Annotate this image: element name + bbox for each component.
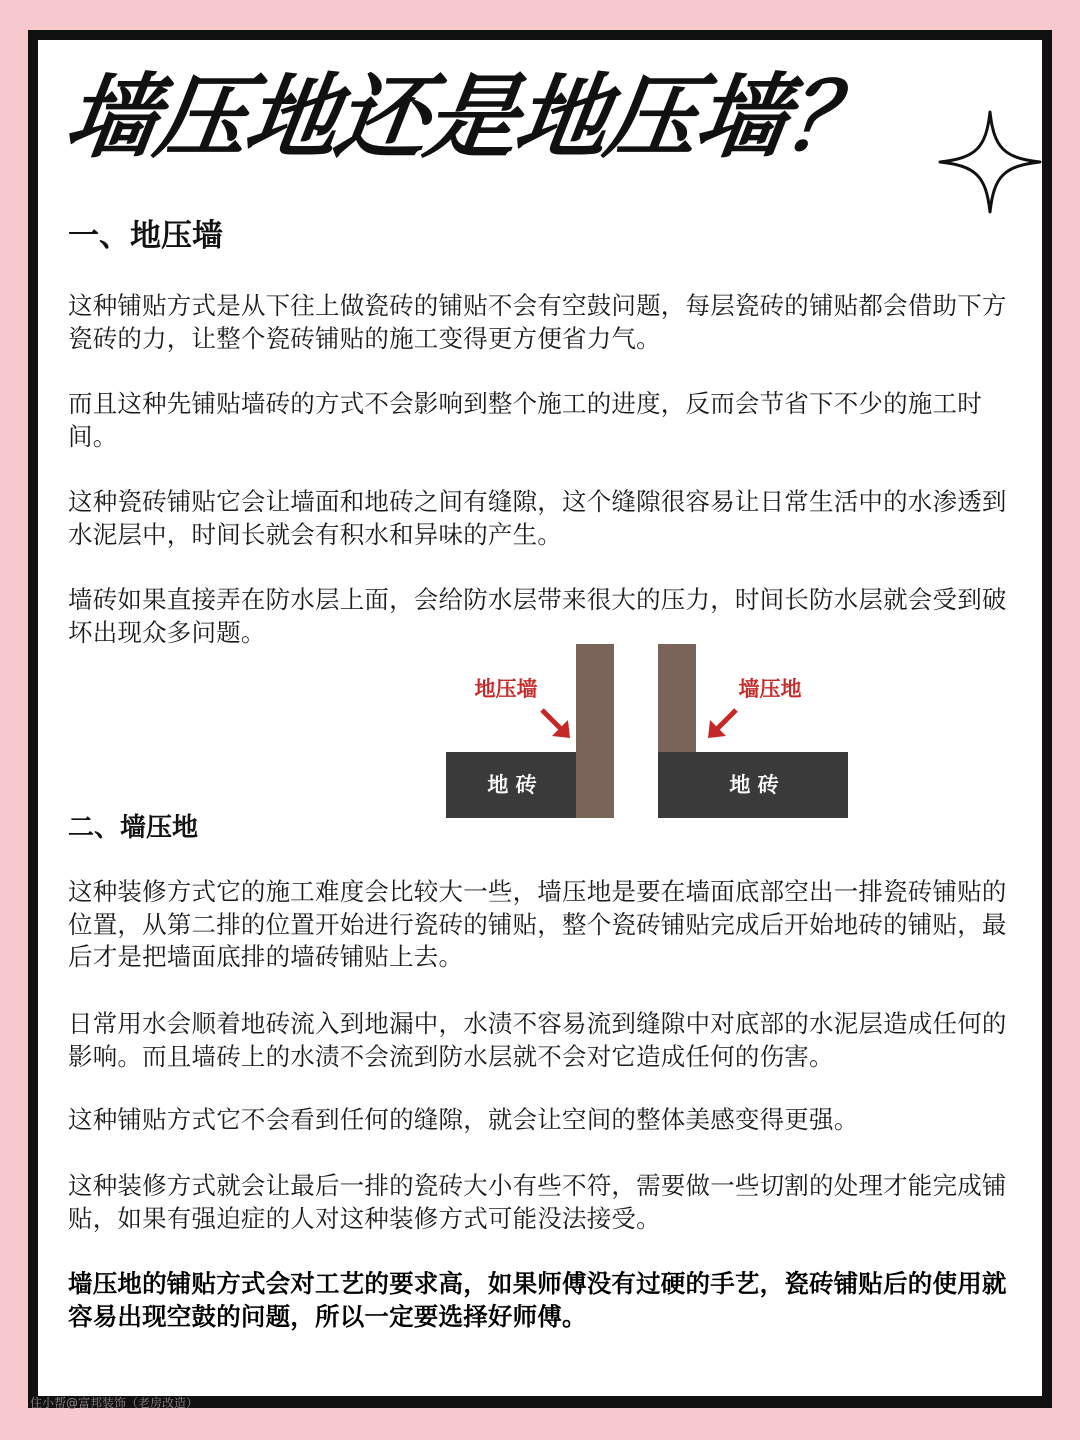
section2-heading: 二、墙压地 [68,813,199,843]
section1-paragraph-4: 墙砖如果直接弄在防水层上面，会给防水层带来很大的压力，时间长防水层就会受到破坏出现众多问题。 [68,585,1007,647]
left-wall-tile [576,644,614,818]
right-floor-label: 地 砖 [729,773,779,797]
tile-diagram [440,640,860,826]
right-wall-tile [658,644,696,754]
section2-paragraph-4: 这种装修方式就会让最后一排的瓷砖大小有些不符，需要做一些切割的处理才能完成铺贴，如果有强迫症的人对这种装修方式可能没法接受。 [68,1171,1007,1233]
right-method-label: 墙压地 [738,677,802,701]
right-arrow-icon [708,710,736,738]
section1-paragraph-2: 而且这种先铺贴墙砖的方式不会影响到整个施工的进度，反而会节省下不少的施工时间。 [68,389,982,451]
left-arrow-icon [542,710,570,738]
section1-paragraph-3: 这种瓷砖铺贴它会让墙面和地砖之间有缝隙，这个缝隙很容易让日常生活中的水渗透到水泥层中，时间长就会有积水和异味的产生。 [68,487,1007,549]
watermark: 住小帮@富邦装饰（老房改造） [30,1396,199,1410]
section1-paragraph-1: 这种铺贴方式是从下往上做瓷砖的铺贴不会有空鼓问题，每层瓷砖的铺贴都会借助下方瓷砖的力，让整个瓷砖铺贴的施工变得更方便省力气。 [68,291,1007,353]
page-title: 墙压地还是地压墙？ [58,64,884,171]
section2-paragraph-1: 这种装修方式它的施工难度会比较大一些，墙压地是要在墙面底部空出一排瓷砖铺贴的位置，从第二排的位置开始进行瓷砖的铺贴，整个瓷砖铺贴完成后开始地砖的铺贴，最后才是把墙面底排的墙砖铺贴上去。 [68,877,1007,971]
four-point-star-icon [938,110,1042,214]
section1-heading: 一、地压墙 [68,218,223,254]
section2-paragraph-2: 日常用水会顺着地砖流入到地漏中，水渍不容易流到缝隙中对底部的水泥层造成任何的影响。而且墙砖上的水渍不会流到防水层就不会对它造成任何的伤害。 [68,1009,1007,1071]
left-floor-label: 地 砖 [487,773,537,797]
left-method-label: 地压墙 [474,677,538,701]
section2-paragraph-3: 这种铺贴方式它不会看到任何的缝隙，就会让空间的整体美感变得更强。 [68,1105,859,1134]
section2-conclusion: 墙压地的铺贴方式会对工艺的要求高，如果师傅没有过硬的手艺，瓷砖铺贴后的使用就容易出现空鼓的问题，所以一定要选择好师傅。 [68,1269,1007,1331]
